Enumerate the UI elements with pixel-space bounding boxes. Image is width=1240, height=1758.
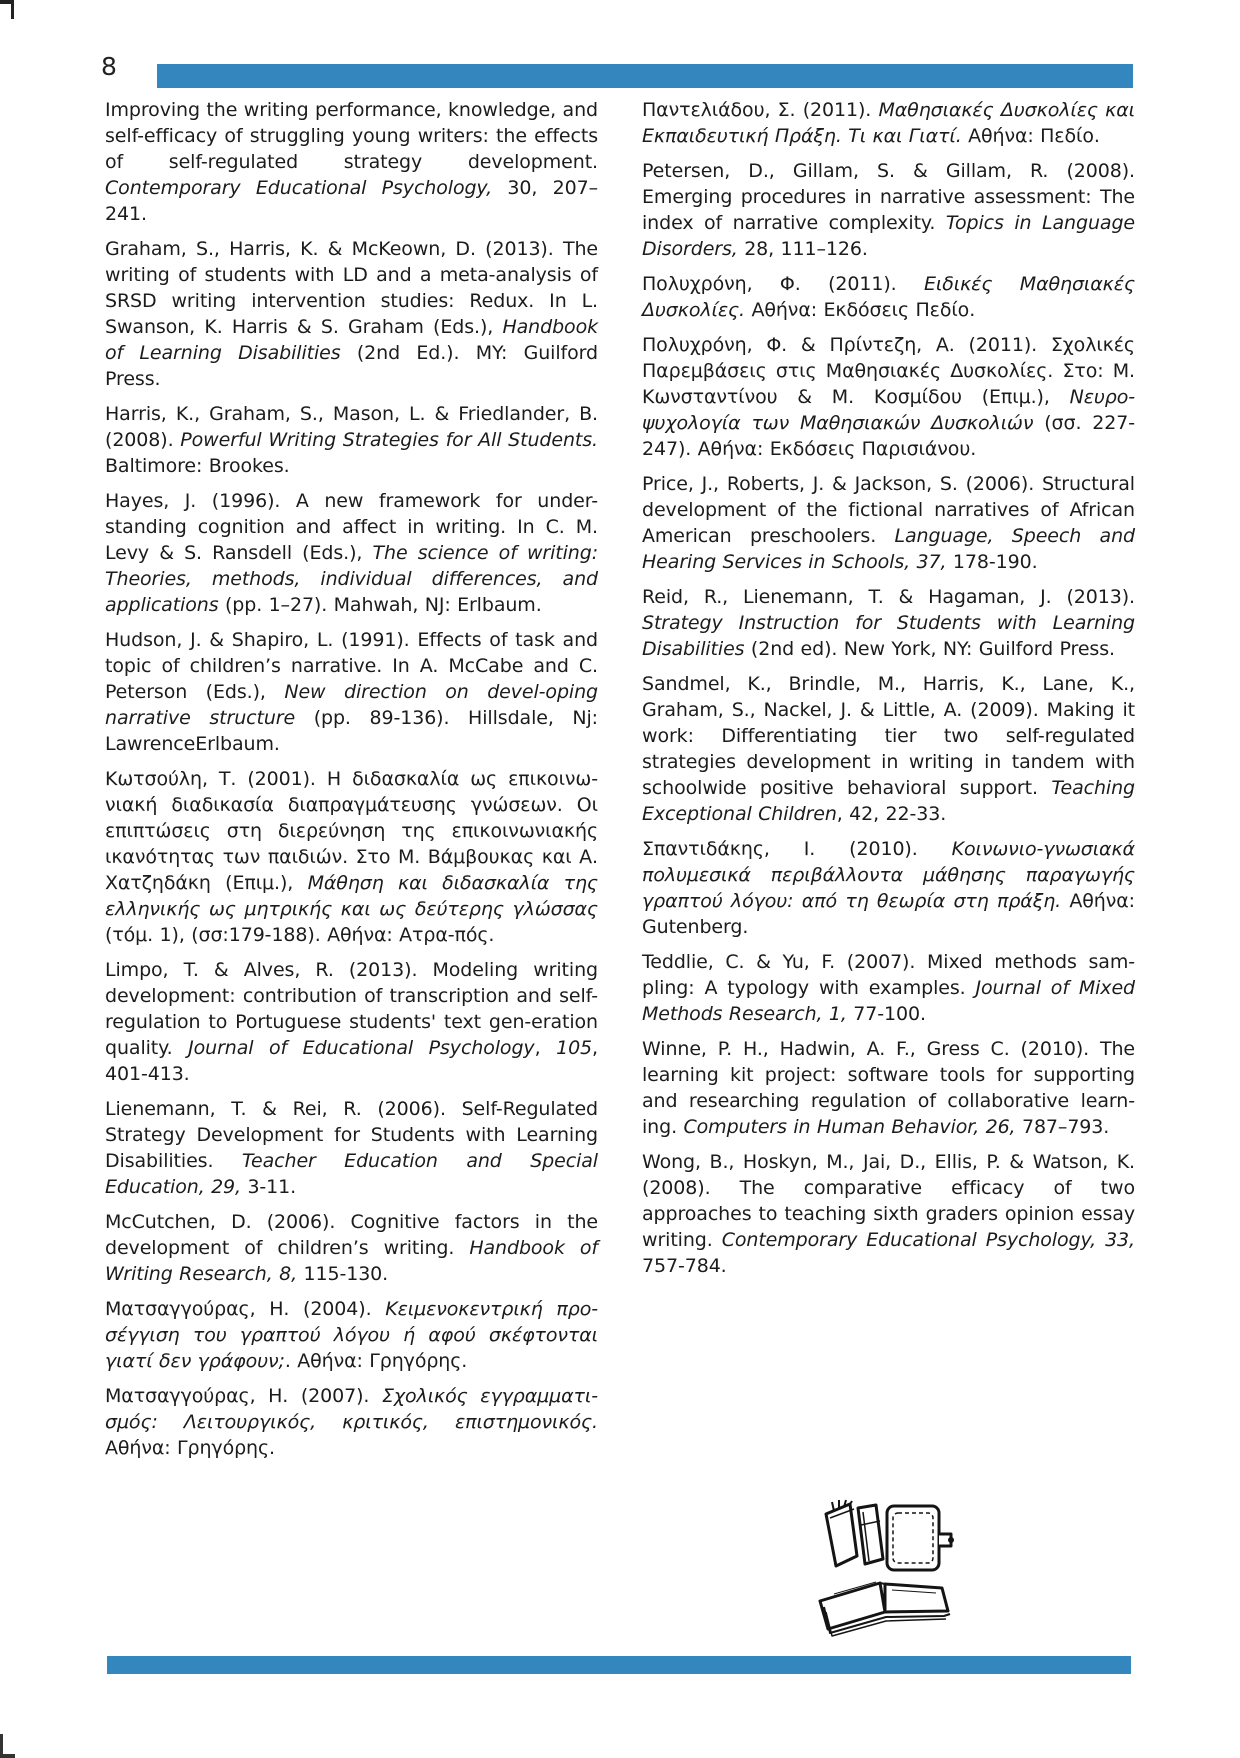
reference-item: Winne, P. H., Hadwin, A. F., Gress C. (2010). The learning kit project: software tools for supporting and researching regulation of collaborative learn-ing. Computers in Human Behavior, 26, 787–793.	[642, 1038, 1135, 1138]
reference-item: Reid, R., Lienemann, T. & Hagaman, J. (2013). Strategy Instruction for Students with Learning Disabilities (2nd ed). New York, NY: Guilford Press.	[642, 586, 1135, 660]
reference-item: Price, J., Roberts, J. & Jackson, S. (2006). Structural development of the fictional narratives of African American preschoolers. Language, Speech and Hearing Services in Schools, 37, 178-190.	[642, 473, 1135, 573]
reference-item: Lienemann, T. & Rei, R. (2006). Self-Regulated Strategy Development for Students with Learning Disabilities. Teacher Education and Special Education, 29, 3-11.	[105, 1098, 598, 1198]
reference-item: Κωτσούλη, Τ. (2001). Η διδασκαλία ως επικοινω-νιακή διαδικασία διαπραγμάτευσης γνώσεων. Οι επιπτώσεις στη διερεύνηση της επικοινωνιακής ικανότητας των παιδιών. Στο Μ. Βάμβουκας και Α. Χατζηδάκη (Επιμ.), Μάθηση και διδασκαλία της ελληνικής ως μητρικής και ως δεύτερης γλώσσας (τόμ. 1), (σσ:179-188). Αθήνα: Ατρα-πός.	[105, 768, 598, 946]
books-illustration	[810, 1498, 960, 1643]
crop-mark-top-left	[0, 0, 14, 19]
references-column-right	[642, 97, 1135, 1470]
crop-mark-bottom-left	[0, 1734, 15, 1758]
reference-item: Sandmel, K., Brindle, M., Harris, K., Lane, K., Graham, S., Nackel, J. & Little, A. (2009). Making it work: Differentiating tier two self-regulated strategies development in writing in tandem with schoolwide positive behavioral support. Teaching Exceptional Children, 42, 22-33.	[642, 673, 1135, 825]
footer-rule	[107, 1656, 1131, 1674]
references-column-left	[105, 97, 598, 1470]
reference-item: Σπαντιδάκης, Ι. (2010). Κοινωνιο-γνωσιακά πολυμεσικά περιβάλλοντα μάθησης παραγωγής γραπτού λόγου: από τη θεωρία στη πράξη. Αθήνα: Gutenberg.	[642, 838, 1135, 938]
reference-item: Παντελιάδου, Σ. (2011). Μαθησιακές Δυσκολίες και Εκπαιδευτική Πράξη. Τι και Γιατί. Αθήνα: Πεδίο.	[642, 99, 1135, 147]
reference-item: Ματσαγγούρας, Η. (2007). Σχολικός εγγραμματι-σμός: Λειτουργικός, κριτικός, επιστημονικός. Αθήνα: Γρηγόρης.	[105, 1385, 598, 1459]
reference-item: Hudson, J. & Shapiro, L. (1991). Effects of task and topic of children’s narrative. In A. McCabe and C. Peterson (Eds.), New direction on devel-oping narrative structure (pp. 89-136). Hillsdale, Nj: LawrenceErlbaum.	[105, 629, 598, 755]
reference-item: Hayes, J. (1996). A new framework for under-standing cognition and affect in writing. In C. M. Levy & S. Ransdell (Eds.), The science of writing: Theories, methods, individual differences, and applications (pp. 1–27). Mahwah, NJ: Erlbaum.	[105, 490, 599, 616]
reference-item: Limpo, T. & Alves, R. (2013). Modeling writing development: contribution of transcription and self-regulation to Portuguese students' text gen-eration quality. Journal of Educational Psychology, 105, 401-413.	[105, 959, 598, 1085]
reference-item: McCutchen, D. (2006). Cognitive factors in the development of children’s writing. Handbook of Writing Research, 8, 115-130.	[105, 1211, 598, 1285]
reference-item: Harris, K., Graham, S., Mason, L. & Friedlander, B. (2008). Powerful Writing Strategies for All Students. Baltimore: Brookes.	[105, 403, 598, 477]
references-section	[105, 97, 1135, 1470]
reference-item: Πολυχρόνη, Φ. & Πρίντεζη, Α. (2011). Σχολικές Παρεμβάσεις στις Μαθησιακές Δυσκολίες. Στο: Μ. Κωνσταντίνου & Μ. Κοσμίδου (Επιμ.), Νευρο-ψυχολογία των Μαθησιακών Δυσκολιών (σσ. 227- 247). Αθήνα: Εκδόσεις Παρισιάνου.	[642, 334, 1135, 460]
reference-item: Petersen, D., Gillam, S. & Gillam, R. (2008). Emerging procedures in narrative assessment: The index of narrative complexity. Topics in Language Disorders, 28, 111–126.	[642, 160, 1135, 260]
page-number: 8	[101, 52, 117, 81]
reference-item: Graham, S., Harris, K. & McKeown, D. (2013). The writing of students with LD and a meta-analysis of SRSD writing intervention studies: Redux. In L. Swanson, K. Harris & S. Graham (Eds.), Handbook of Learning Disabilities (2nd Ed.). MY: Guilford Press.	[105, 238, 598, 390]
reference-item: Teddlie, C. & Yu, F. (2007). Mixed methods sam-pling: A typology with examples. Journal of Mixed Methods Research, 1, 77-100.	[642, 951, 1135, 1025]
reference-item: Wong, B., Hoskyn, M., Jai, D., Ellis, P. & Watson, K. (2008). The comparative efficacy of two approaches to teaching sixth graders opinion essay writing. Contemporary Educational Psychology, 33, 757-784.	[642, 1151, 1135, 1277]
reference-item: Ματσαγγούρας, Η. (2004). Κειμενοκεντρική προ-σέγγιση του γραπτού λόγου ή αφού σκέφτονται γιατί δεν γράφουν;. Αθήνα: Γρηγόρης.	[105, 1298, 598, 1372]
reference-item: Πολυχρόνη, Φ. (2011). Ειδικές Μαθησιακές Δυσκολίες. Αθήνα: Εκδόσεις Πεδίο.	[642, 273, 1135, 321]
header-rule	[157, 64, 1133, 88]
reference-item: Improving the writing performance, knowledge, and self-efficacy of struggling young writers: the effects of self-regulated strategy development. Contemporary Educational Psychology, 30, 207–241.	[105, 99, 598, 225]
